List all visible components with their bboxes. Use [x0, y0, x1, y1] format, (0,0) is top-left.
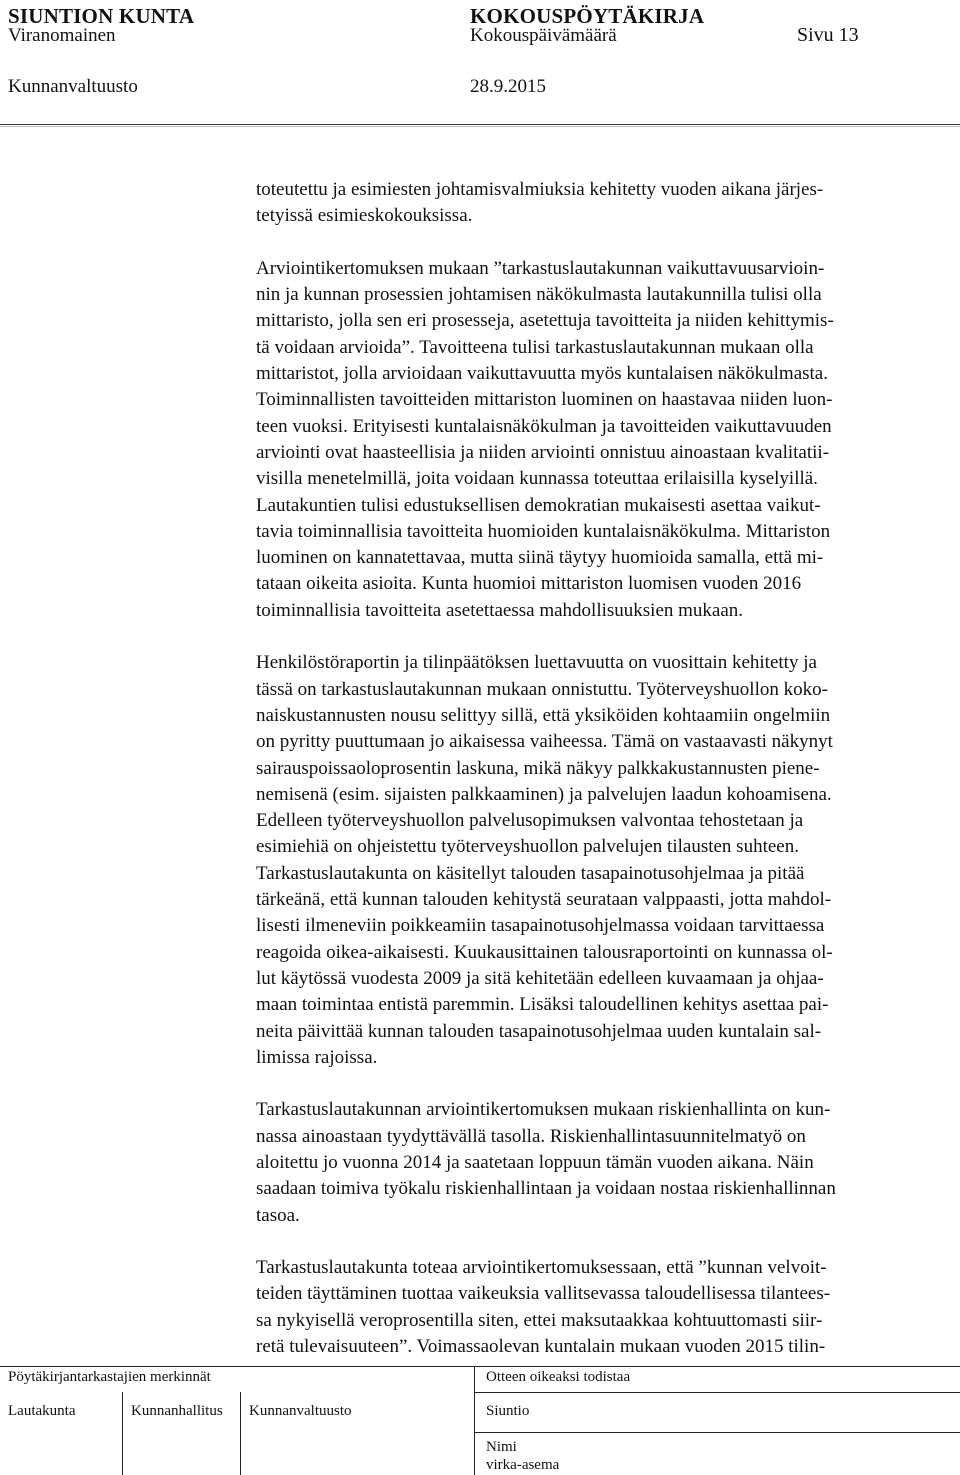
text-line: naiskustannusten nousu selittyy sillä, että yksiköiden kohtaamiin ongelmiin — [256, 704, 831, 726]
header-org: SIUNTION KUNTA — [8, 4, 195, 28]
footer-col-divider-2 — [240, 1392, 241, 1475]
text-line: tä voidaan arvioida”. Tavoitteena tulisi tarkastuslautakunnan mukaan olla — [256, 336, 814, 358]
paragraph — [256, 650, 946, 1071]
text-line: Tarkastuslautakunta toteaa arviointikertomuksessaan, että ”kunnan velvoit- — [256, 1257, 827, 1279]
text-line: mittaristot, jolla arvioidaan vaikuttavuutta myös kuntalaisen näkökulmasta. — [256, 363, 828, 385]
text-line: Henkilöstöraportin ja tilinpäätöksen luettavuutta on vuosittain kehitetty ja — [256, 652, 817, 674]
paragraph-gap — [256, 230, 946, 256]
footer-top-rule — [0, 1366, 960, 1367]
text-line: reagoida oikea-aikaisesti. Kuukausittainen talousraportointi on kunnassa ol- — [256, 941, 833, 963]
footer-title-label: virka-asema — [486, 1457, 560, 1473]
text-line: on pyritty puuttumaan jo aikaisessa vaiheessa. Tämä on vastaavasti näkynyt — [256, 731, 833, 753]
text-line: tässä on tarkastuslautakunnan mukaan onnistuttu. Työterveyshuollon koko- — [256, 678, 828, 700]
text-line: nassa ainoastaan tyydyttävällä tasolla. Riskienhallintasuunnitelmatyö on — [256, 1125, 806, 1147]
paragraph-gap — [256, 1071, 946, 1097]
text-line: toiminnallisia tavoitteita asetettaessa mahdollisuuksien mukaan. — [256, 599, 744, 621]
text-line: lisesti ilmeneviin poikkeamiin tasapainotusohjelmassa voidaan tarvittaessa — [256, 915, 825, 937]
footer-reviewers-label: Pöytäkirjantarkastajien merkinnät — [8, 1369, 211, 1385]
header-divider-shadow — [0, 126, 960, 127]
text-line: nin ja kunnan prosessien johtamisen näkökulmasta lautakunnilla tulisi olla — [256, 284, 822, 306]
text-line: limissa rajoissa. — [256, 1046, 378, 1068]
text-line: sa nykyisellä veroprosentilla siten, ettei maksutaakkaa kohtuuttomasti siir- — [256, 1309, 823, 1331]
footer-col-kunnanhallitus: Kunnanhallitus — [131, 1403, 223, 1419]
text-line: aloitettu jo vuonna 2014 ja saatetaan loppuun tämän vuoden aikana. Näin — [256, 1151, 814, 1173]
text-line: mittaristo, jolla sen eri prosesseja, asetettuja tavoitteita ja niiden kehittymis- — [256, 310, 834, 332]
header-doc-type: KOKOUSPÖYTÄKIRJA — [470, 4, 705, 28]
paragraph — [256, 177, 946, 230]
text-line: tärkeänä, että kunnan talouden kehitystä seurataan valppaasti, jotta mahdol- — [256, 889, 832, 911]
text-line: arviointi ovat haasteellisia ja niiden arviointi onnistuu ainoastaan kvalitatii- — [256, 441, 830, 463]
paragraph — [256, 256, 946, 624]
text-line: tataan oikeita asioita. Kunta huomioi mittariston luomisen vuoden 2016 — [256, 573, 802, 595]
paragraph-gap — [256, 624, 946, 650]
paragraph — [256, 1255, 946, 1360]
header-authority: Kunnanvaltuusto — [8, 76, 138, 97]
text-line: neita päivittää kunnan talouden tasapainotusohjelmaa uuden kuntalain sal- — [256, 1020, 822, 1042]
footer-col-lautakunta: Lautakunta — [8, 1403, 76, 1419]
footer-certify-label: Otteen oikeaksi todistaa — [486, 1369, 631, 1385]
text-line: Toiminnallisten tavoitteiden mittariston luominen on haastavaa niiden luon- — [256, 389, 833, 411]
text-line: tetyissä esimieskokouksissa. — [256, 205, 473, 227]
text-line: lut käytössä vuodesta 2009 ja sitä kehitetään edelleen kuvaamaan ja ohjaa- — [256, 967, 824, 989]
text-line: luominen on kannatettavaa, mutta siinä täytyy huomioida samalla, että mi- — [256, 547, 824, 569]
text-line: retä tulevaisuuteen”. Voimassaolevan kuntalain mukaan vuoden 2015 tilin- — [256, 1336, 826, 1358]
text-line: maan toimintaa entistä paremmin. Lisäksi taloudellinen kehitys asettaa pai- — [256, 994, 829, 1016]
text-line: visilla menetelmillä, joita voidaan kunnassa toteuttaa erilaisilla kyselyillä. — [256, 468, 818, 490]
text-line: Arviointikertomuksen mukaan ”tarkastuslautakunnan vaikuttavuusarvioin- — [256, 257, 825, 279]
paragraph-gap — [256, 1229, 946, 1255]
text-line: tavia toiminnallisia tavoitteita huomioiden kuntalaisnäkökulma. Mittariston — [256, 520, 831, 542]
footer-label-rule — [474, 1392, 960, 1393]
header-date: 28.9.2015 — [470, 76, 546, 97]
body-text — [256, 177, 946, 1360]
footer-col-divider-1 — [122, 1392, 123, 1475]
header-page-number: Sivu 13 — [797, 24, 859, 46]
text-line: Lautakuntien tulisi edustuksellisen demokratian mukaisesti asettaa vaikut- — [256, 494, 821, 516]
text-line: saadaan toimiva työkalu riskienhallintaan ja voidaan nostaa riskienhallinnan — [256, 1178, 836, 1200]
footer-col-divider-3 — [474, 1366, 475, 1475]
text-line: Tarkastuslautakunnan arviointikertomuksen mukaan riskienhallinta on kun- — [256, 1099, 831, 1121]
text-line: Tarkastuslautakunta on käsitellyt talouden tasapainotusohjelmaa ja pitää — [256, 862, 805, 884]
footer-name-label: Nimi — [486, 1439, 517, 1455]
header-divider — [0, 124, 960, 125]
text-line: teiden täyttäminen tuottaa vaikeuksia vallitsevassa taloudellisessa tilantees- — [256, 1283, 831, 1305]
text-line: tasoa. — [256, 1204, 300, 1226]
text-line: toteutettu ja esimiesten johtamisvalmiuksia kehitetty vuoden aikana järjes- — [256, 179, 824, 200]
header-date-label: Kokouspäivämäärä — [470, 25, 617, 46]
text-line: Edelleen työterveyshuollon palvelusopimuksen valvontaa tehostetaan ja — [256, 810, 804, 832]
header-authority-label: Viranomainen — [8, 25, 116, 46]
footer-municipality: Siuntio — [486, 1403, 530, 1419]
text-line: sairauspoissaoloprosentin laskuna, mikä näkyy palkkakustannusten piene- — [256, 757, 820, 779]
text-line: nemisenä (esim. sijaisten palkkaaminen) ja palvelujen laadun kohoamisena. — [256, 783, 832, 805]
text-line: teen vuoksi. Erityisesti kuntalaisnäkökulman ja tavoitteiden vaikuttavuuden — [256, 415, 832, 437]
text-line: esimiehiä on ohjeistettu työterveyshuollon palvelujen tilausten suhteen. — [256, 836, 799, 858]
footer-name-rule — [474, 1432, 960, 1433]
footer-col-kunnanvaltuusto: Kunnanvaltuusto — [249, 1403, 352, 1419]
paragraph — [256, 1097, 946, 1228]
